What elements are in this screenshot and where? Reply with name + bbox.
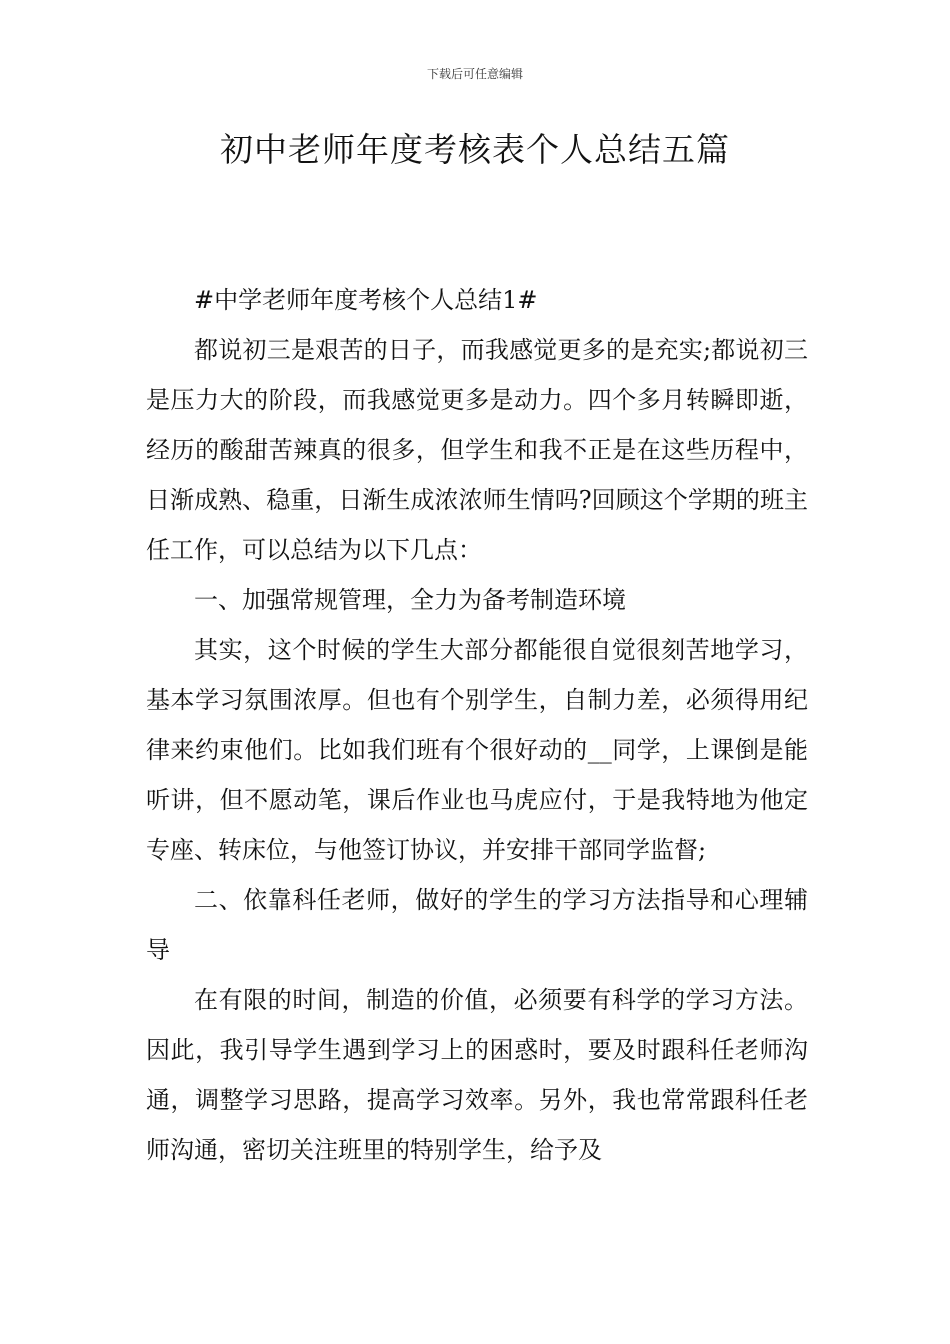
paragraph: 其实，这个时候的学生大部分都能很自觉很刻苦地学习，基本学习氛围浓厚。但也有个别学生，自制力差，必须得用纪律来约束他们。比如我们班有个很好动的__同学，上课倒是能听讲，但不愿动笔，课后作业也马虎应付，于是我特地为他定专座、转床位，与他签订协议，并安排干部同学监督; — [146, 636, 808, 864]
section-heading: #中学老师年度考核个人总结1# — [194, 286, 538, 314]
page-header-note: 下载后可任意编辑 — [426, 67, 523, 81]
document-body — [146, 275, 808, 1175]
subheading: 一、加强常规管理，全力为备考制造环境 — [194, 586, 626, 614]
subheading: 二、依靠科任老师，做好的学生的学习方法指导和心理辅导 — [146, 886, 808, 964]
paragraph: 都说初三是艰苦的日子，而我感觉更多的是充实;都说初三是压力大的阶段，而我感觉更多是动力。四个多月转瞬即逝，经历的酸甜苦辣真的很多，但学生和我不正是在这些历程中，日渐成熟、稳重，日渐生成浓浓师生情吗?回顾这个学期的班主任工作，可以总结为以下几点： — [146, 336, 808, 564]
document-title: 初中老师年度考核表个人总结五篇 — [220, 130, 730, 169]
paragraph: 在有限的时间，制造的价值，必须要有科学的学习方法。因此，我引导学生遇到学习上的困惑时，要及时跟科任老师沟通，调整学习思路，提高学习效率。另外，我也常常跟科任老师沟通，密切关注班里的特别学生，给予及 — [146, 986, 808, 1164]
